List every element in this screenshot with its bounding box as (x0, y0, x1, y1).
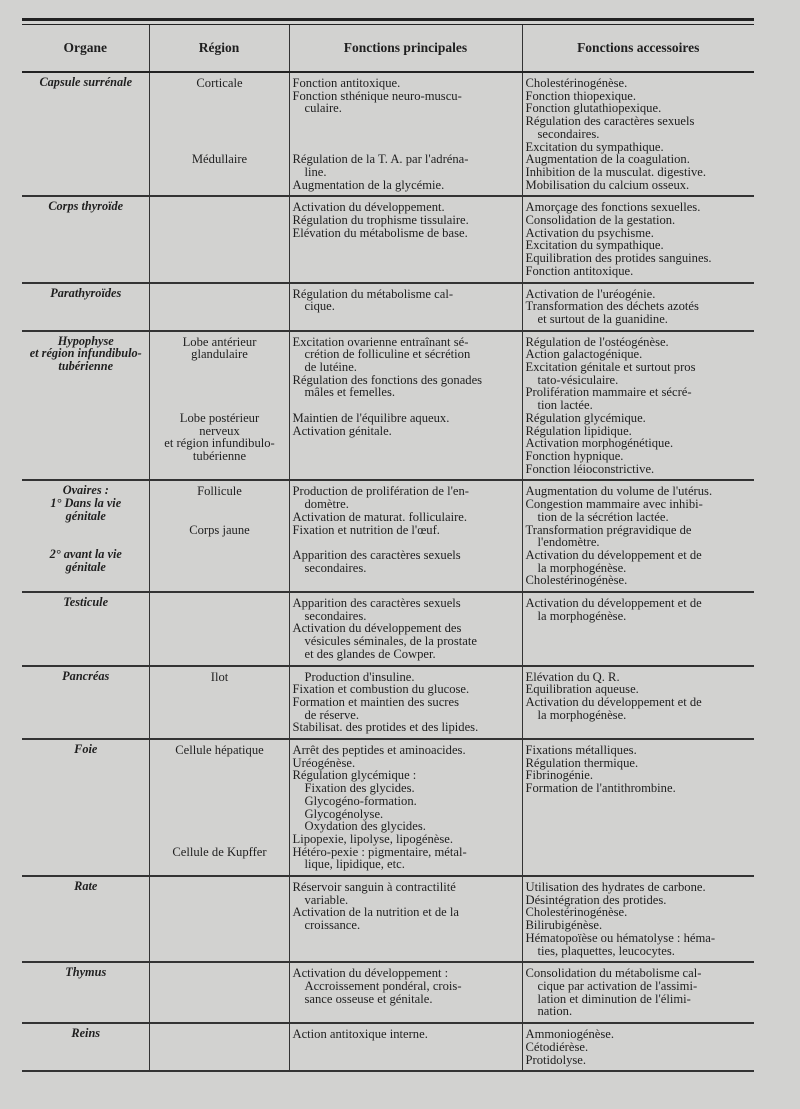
text-line: crétion de folliculine et sécrétion (304, 347, 471, 362)
principal-functions-cell (289, 196, 522, 282)
text-line: Hétéro-pexie : pigmentaire, métal- (292, 844, 467, 859)
text-line: cique par activation de l'assimi- (537, 979, 698, 993)
text-line: Fonction antitoxique. (292, 76, 401, 90)
text-line: Testicule (63, 595, 109, 610)
text-line: Protidolyse. (525, 1052, 587, 1067)
text-line: et région infundibulo- (164, 436, 275, 451)
text-line: ties, plaquettes, leucocytes. (537, 943, 675, 958)
text-line: Régulation des fonctions des gonades (292, 372, 483, 387)
text-line: secondaires. (537, 126, 600, 141)
table-row (22, 962, 754, 1023)
text-line: Prolifération mammaire et sécré- (525, 385, 692, 400)
accessory-functions-cell (522, 876, 754, 962)
text-line: Régulation de l'ostéogénèse. (525, 334, 669, 349)
text-line: de réserve. (304, 707, 360, 722)
text-line: Fixations métalliques. (525, 743, 637, 758)
text-line (153, 782, 287, 795)
text-line: Corticale (196, 76, 243, 90)
table-row (22, 72, 754, 196)
table-row (22, 739, 754, 876)
text-line: et région infundibulo- (29, 346, 142, 361)
text-line: Glycogénolyse. (304, 806, 384, 821)
text-line: Activation du développement et de (525, 694, 702, 709)
text-line: Inhibition de la musculat. digestive. (525, 164, 706, 179)
text-line: Accroissement pondéral, crois- (304, 979, 462, 993)
text-line: Arrêt des peptides et aminoacides. (292, 743, 466, 758)
text-line: Hématopoïèse ou hématolyse : héma- (525, 930, 716, 945)
region-cell (149, 592, 289, 666)
text-line: Reins (71, 1026, 101, 1041)
text-line: Régulation du métabolisme cal- (292, 286, 454, 301)
text-line: Fixation et combustion du glucose. (292, 682, 470, 697)
text-line: lation et diminution de l'élimi- (537, 991, 691, 1006)
header-fonctions-principales: Fonctions principales (289, 25, 522, 72)
text-line (153, 399, 287, 412)
text-line: Activation de maturat. folliculaire. (292, 509, 467, 524)
text-line: Cétodiérèse. (525, 1039, 589, 1054)
principal-functions-cell (289, 739, 522, 876)
text-line: Transformation des déchets azotés (525, 299, 699, 314)
text-line: Cholestérinogénèse. (525, 905, 628, 920)
table-row (22, 666, 754, 740)
text-line: domètre. (304, 497, 349, 512)
text-line: Activation de l'uréogénie. (525, 286, 656, 301)
region-cell (149, 876, 289, 962)
text-line: Formation et maintien des sucres (292, 694, 459, 709)
text-line: Régulation du trophisme tissulaire. (292, 213, 469, 228)
text-line (293, 128, 520, 141)
text-line: Fonction hypnique. (525, 448, 624, 463)
region-cell (149, 480, 289, 592)
text-line: Activation de la nutrition et de la (292, 905, 459, 920)
text-line: Activation morphogénétique. (525, 436, 674, 451)
text-line: et des glandes de Cowper. (304, 646, 436, 661)
text-line: Hypophyse (57, 333, 114, 348)
text-line: Apparition des caractères sexuels (292, 547, 461, 562)
principal-functions-cell (289, 72, 522, 196)
table-row (22, 592, 754, 666)
organ-cell (22, 283, 149, 331)
text-line (153, 795, 287, 808)
organ-cell (22, 962, 149, 1023)
text-line: Action galactogénique. (525, 347, 643, 362)
text-line: Cholestérinogénèse. (525, 76, 628, 90)
principal-functions-cell (289, 592, 522, 666)
text-line: 2° avant la vie (49, 546, 122, 561)
text-line: Régulation lipidique. (525, 423, 632, 438)
text-line: et surtout de la guanidine. (537, 311, 668, 326)
accessory-functions-cell (522, 480, 754, 592)
text-line: culaire. (304, 101, 342, 116)
text-line: Lipopexie, lipolyse, lipogénèse. (292, 831, 454, 846)
text-line: secondaires. (304, 608, 367, 623)
organ-cell (22, 196, 149, 282)
text-line (153, 128, 287, 141)
text-line: Lobe antérieur (182, 334, 257, 349)
text-line: Production de prolifération de l'en- (292, 484, 469, 499)
text-line: Excitation génitale et surtout pros (525, 360, 696, 375)
text-line: Capsule surrénale (39, 75, 133, 89)
table-row (22, 1023, 754, 1071)
text-line: Follicule (197, 484, 242, 499)
text-line: Activation du psychisme. (525, 225, 654, 240)
text-line: Activation du développement et de (525, 547, 702, 562)
accessory-functions-cell (522, 72, 754, 196)
text-line: Activation du développement. (292, 200, 445, 215)
text-line: Thymus (65, 965, 107, 980)
text-line: Augmentation du volume de l'utérus. (525, 484, 713, 499)
table-row (22, 331, 754, 481)
text-line: Fonction sthénique neuro-muscu- (292, 88, 462, 103)
organ-cell (22, 592, 149, 666)
region-cell (149, 331, 289, 481)
accessory-functions-cell (522, 739, 754, 876)
table-row (22, 480, 754, 592)
text-line: nation. (537, 1004, 573, 1019)
principal-functions-cell (289, 876, 522, 962)
text-line: Régulation glycémique : (292, 768, 417, 783)
organ-cell (22, 876, 149, 962)
text-line: Fonction glutathiopexique. (525, 101, 662, 116)
text-line: Production d'insuline. (304, 669, 415, 684)
organ-cell (22, 72, 149, 196)
text-line: Cellule hépatique (175, 743, 264, 758)
text-line: Excitation du sympathique. (525, 139, 664, 154)
text-line: Excitation du sympathique. (525, 238, 664, 253)
header-fonctions-accessoires: Fonctions accessoires (522, 25, 754, 72)
text-line: Réservoir sanguin à contractilité (292, 880, 456, 895)
text-line: Excitation ovarienne entraînant sé- (292, 334, 469, 349)
text-line: vésicules séminales, de la prostate (304, 634, 477, 649)
text-line: Fonction thiopexique. (525, 88, 637, 103)
text-line: nerveux (199, 423, 240, 438)
text-line: Activation génitale. (292, 423, 392, 438)
organ-cell (22, 480, 149, 592)
principal-functions-cell (289, 666, 522, 740)
text-line (153, 115, 287, 128)
accessory-functions-cell (522, 666, 754, 740)
organ-cell (22, 739, 149, 876)
text-line: tato-vésiculaire. (537, 372, 619, 387)
text-line: Cholestérinogénèse. (525, 573, 628, 588)
principal-functions-cell (289, 480, 522, 592)
text-line: Fibrinogénie. (525, 768, 594, 783)
text-line: l'endomètre. (537, 535, 600, 550)
principal-functions-cell (289, 962, 522, 1023)
organ-cell (22, 331, 149, 481)
text-line: Foie (74, 742, 98, 757)
text-line: Régulation des caractères sexuels (525, 114, 695, 129)
text-line: tubérienne (58, 359, 114, 374)
text-line: Augmentation de la coagulation. (525, 152, 690, 167)
page (22, 18, 754, 1072)
text-line (153, 498, 287, 511)
region-cell (149, 72, 289, 196)
table-row (22, 283, 754, 331)
text-line: Régulation de la T. A. par l'adréna- (292, 152, 469, 167)
text-line: de lutéine. (304, 360, 357, 375)
accessory-functions-cell (522, 1023, 754, 1071)
text-line: lique, lipidique, etc. (304, 857, 405, 872)
text-line: Fonction antitoxique. (525, 263, 634, 278)
table-body (22, 72, 754, 1071)
text-line: Régulation thermique. (525, 755, 639, 770)
principal-functions-cell (289, 331, 522, 481)
organ-cell (22, 1023, 149, 1071)
region-cell (149, 739, 289, 876)
text-line: Action antitoxique interne. (292, 1027, 428, 1042)
text-line: Désintégration des protides. (525, 892, 667, 907)
text-line (153, 361, 287, 374)
table-row (22, 876, 754, 962)
text-line: tion lactée. (537, 398, 593, 413)
text-line: Apparition des caractères sexuels (292, 596, 461, 611)
header-region: Région (149, 25, 289, 72)
text-line: génitale (65, 508, 106, 523)
text-line: Pancréas (62, 668, 110, 683)
text-line (293, 115, 520, 128)
text-line: Uréogénèse. (292, 755, 356, 770)
text-line: Formation de l'antithrombine. (525, 781, 676, 796)
principal-functions-cell (289, 1023, 522, 1071)
text-line: cique. (304, 299, 335, 314)
accessory-functions-cell (522, 592, 754, 666)
text-line: Transformation prégravidique de (525, 522, 692, 537)
text-line: croissance. (304, 918, 361, 933)
region-cell (149, 196, 289, 282)
text-line: Lobe postérieur (179, 410, 260, 425)
text-line: la morphogénèse. (537, 707, 627, 722)
text-line: Ammoniogénèse. (525, 1027, 614, 1042)
text-line: la morphogénèse. (537, 560, 627, 575)
text-line: Cellule de Kupffer (172, 844, 267, 859)
text-line: Activation du développement : (292, 966, 449, 981)
text-line: Corps thyroïde (48, 199, 124, 214)
header-row (22, 25, 754, 72)
region-cell (149, 283, 289, 331)
top-rule-thick (22, 18, 754, 21)
text-line: mâles et femelles. (304, 385, 396, 400)
text-line: Stabilisat. des protides et des lipides. (292, 720, 479, 735)
text-line (153, 833, 287, 846)
text-line: secondaires. (304, 560, 367, 575)
text-line: Rate (74, 879, 98, 894)
text-line: Consolidation du métabolisme cal- (525, 966, 702, 981)
text-line: Augmentation de la glycémie. (292, 177, 445, 192)
text-line: Elévation du métabolisme de base. (292, 225, 468, 240)
text-line: Glycogéno-formation. (304, 793, 417, 808)
text-line: Congestion mammaire avec inhibi- (525, 497, 703, 512)
region-cell (149, 962, 289, 1023)
accessory-functions-cell (522, 196, 754, 282)
text-line (293, 399, 520, 412)
text-line: Médullaire (191, 152, 248, 167)
text-line: génitale (65, 559, 106, 574)
text-line: Fixation et nutrition de l'œuf. (292, 522, 440, 537)
text-line: tion de la sécrétion lactée. (537, 509, 669, 524)
text-line: Amorçage des fonctions sexuelles. (525, 200, 701, 215)
text-line: Activation du développement et de (525, 596, 702, 611)
text-line (293, 536, 520, 549)
text-line: Utilisation des hydrates de carbone. (525, 880, 706, 895)
principal-functions-cell (289, 283, 522, 331)
accessory-functions-cell (522, 331, 754, 481)
text-line: Mobilisation du calcium osseux. (525, 177, 690, 192)
text-line: Fonction léioconstrictive. (525, 461, 655, 476)
text-line: Bilirubigénèse. (525, 918, 603, 933)
region-cell (149, 666, 289, 740)
header-organe: Organe (22, 25, 149, 72)
text-line: la morphogénèse. (537, 608, 627, 623)
text-line: Régulation glycémique. (525, 410, 646, 425)
text-line: glandulaire (191, 347, 248, 362)
text-line: Equilibration des protides sanguines. (525, 251, 712, 266)
text-line: Ilot (210, 669, 229, 684)
text-line: Fixation des glycides. (304, 781, 415, 796)
text-line: Equilibration aqueuse. (525, 682, 639, 697)
text-line: Corps jaune (189, 522, 250, 537)
text-line: sance osseuse et génitale. (304, 991, 433, 1006)
text-line: 1° Dans la vie (50, 496, 122, 511)
text-line: Oxydation des glycides. (304, 819, 426, 834)
text-line: Consolidation de la gestation. (525, 213, 676, 228)
accessory-functions-cell (522, 283, 754, 331)
endocrine-functions-table (22, 25, 754, 1072)
text-line: Ovaires : (62, 483, 109, 498)
text-line: Maintien de l'équilibre aqueux. (292, 410, 450, 425)
text-line: tubérienne (192, 448, 247, 463)
region-cell (149, 1023, 289, 1071)
organ-cell (22, 666, 149, 740)
text-line: Elévation du Q. R. (525, 669, 620, 684)
accessory-functions-cell (522, 962, 754, 1023)
text-line (25, 535, 147, 548)
table-row (22, 196, 754, 282)
text-line: Activation du développement des (292, 621, 462, 636)
text-line: line. (304, 164, 327, 179)
text-line (153, 511, 287, 524)
text-line: variable. (304, 892, 349, 907)
text-line: Parathyroïdes (50, 285, 122, 300)
